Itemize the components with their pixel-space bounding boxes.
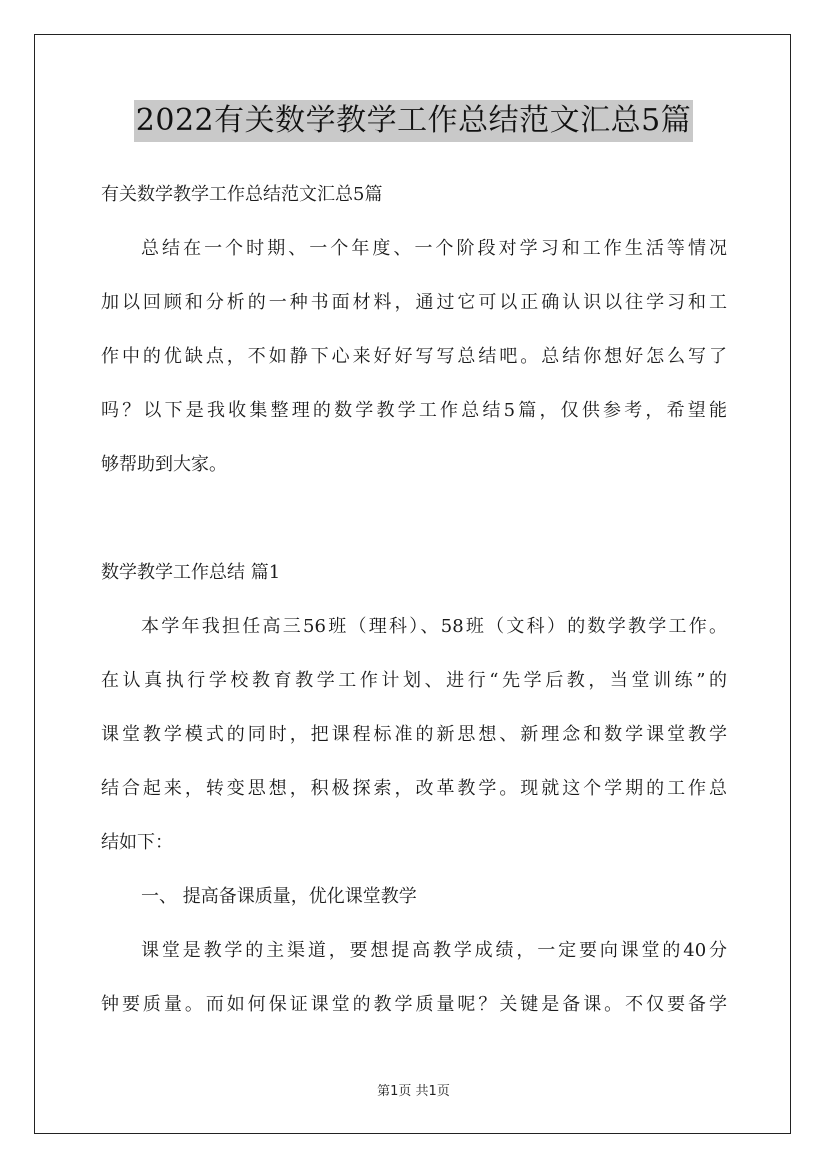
intro-line: 总结在一个时期、一个年度、一个阶段对学习和工作生活等情况 — [141, 238, 727, 259]
title-container — [0, 100, 827, 142]
document-body — [101, 168, 727, 1032]
section-line: 课堂教学模式的同时，把课程标准的新思想、新理念和数学课堂教学 — [101, 724, 727, 745]
section-heading: 数学教学工作总结 篇1 — [101, 562, 281, 583]
intro-line: 吗？以下是我收集整理的数学教学工作总结5篇，仅供参考，希望能 — [101, 400, 727, 421]
section-line: 结合起来，转变思想，积极探索，改革教学。现就这个学期的工作总 — [101, 778, 727, 799]
subheading: 一、 提高备课质量，优化课堂教学 — [141, 886, 417, 907]
blank-line — [101, 492, 727, 546]
section-line: 本学年我担任高三56班（理科）、58班（文科）的数学教学工作。 — [141, 616, 727, 637]
section-line: 在认真执行学校教育教学工作计划、进行“先学后教，当堂训练”的 — [101, 670, 727, 691]
page-number-label: 第1页 共1页 — [377, 1084, 450, 1099]
document-subtitle: 有关数学教学工作总结范文汇总5篇 — [101, 184, 383, 205]
intro-line: 够帮助到大家。 — [101, 454, 227, 475]
document-title: 2022有关数学教学工作总结范文汇总5篇 — [134, 100, 693, 142]
body-line: 钟要质量。而如何保证课堂的教学质量呢？关键是备课。不仅要备学 — [101, 994, 727, 1015]
intro-line: 作中的优缺点，不如静下心来好好写写总结吧。总结你想好怎么写了 — [101, 346, 727, 367]
page-footer — [0, 1082, 827, 1102]
body-line: 课堂是教学的主渠道，要想提高教学成绩，一定要向课堂的40分 — [141, 940, 727, 961]
section-line: 结如下： — [101, 832, 173, 853]
intro-line: 加以回顾和分析的一种书面材料，通过它可以正确认识以往学习和工 — [101, 292, 727, 313]
